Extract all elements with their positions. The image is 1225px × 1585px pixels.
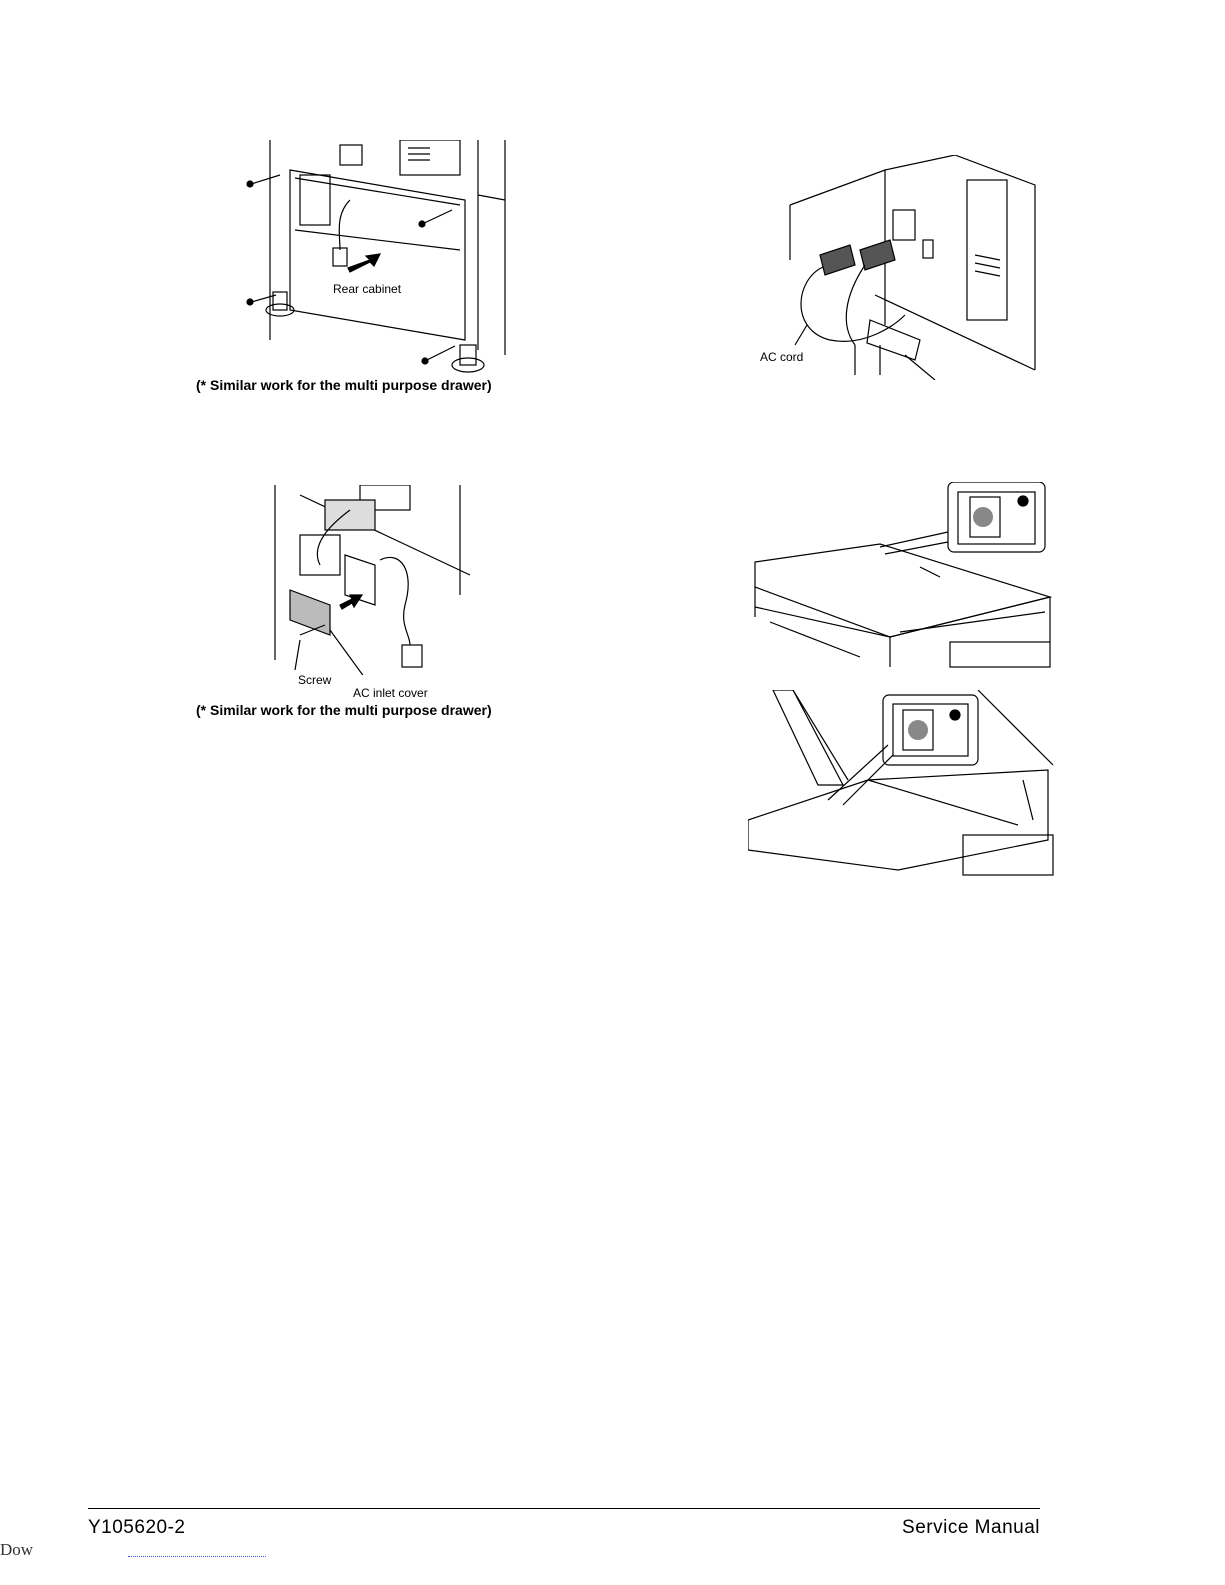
- platen-glass-illustration: [748, 690, 1058, 880]
- ac-cord-label: AC cord: [760, 350, 804, 364]
- ac-inlet-cover-illustration: [270, 485, 475, 675]
- download-link-underline[interactable]: [128, 1556, 266, 1557]
- rear-cabinet-illustration: [240, 140, 520, 375]
- footer-rule: [88, 1508, 1040, 1509]
- rear-cabinet-label: Rear cabinet: [333, 282, 402, 296]
- download-text: Dow: [0, 1540, 34, 1559]
- document-feeder-illustration: [740, 482, 1055, 672]
- figure3-caption: (* Similar work for the multi purpose drawer): [196, 702, 492, 718]
- document-number: Y105620-2: [88, 1517, 186, 1538]
- ac-inlet-cover-label: AC inlet cover: [353, 686, 428, 700]
- document-title: Service Manual: [902, 1517, 1040, 1538]
- screw-label: Screw: [298, 673, 332, 687]
- figure1-caption: (* Similar work for the multi purpose drawer): [196, 377, 492, 393]
- ac-cord-illustration: [755, 155, 1040, 380]
